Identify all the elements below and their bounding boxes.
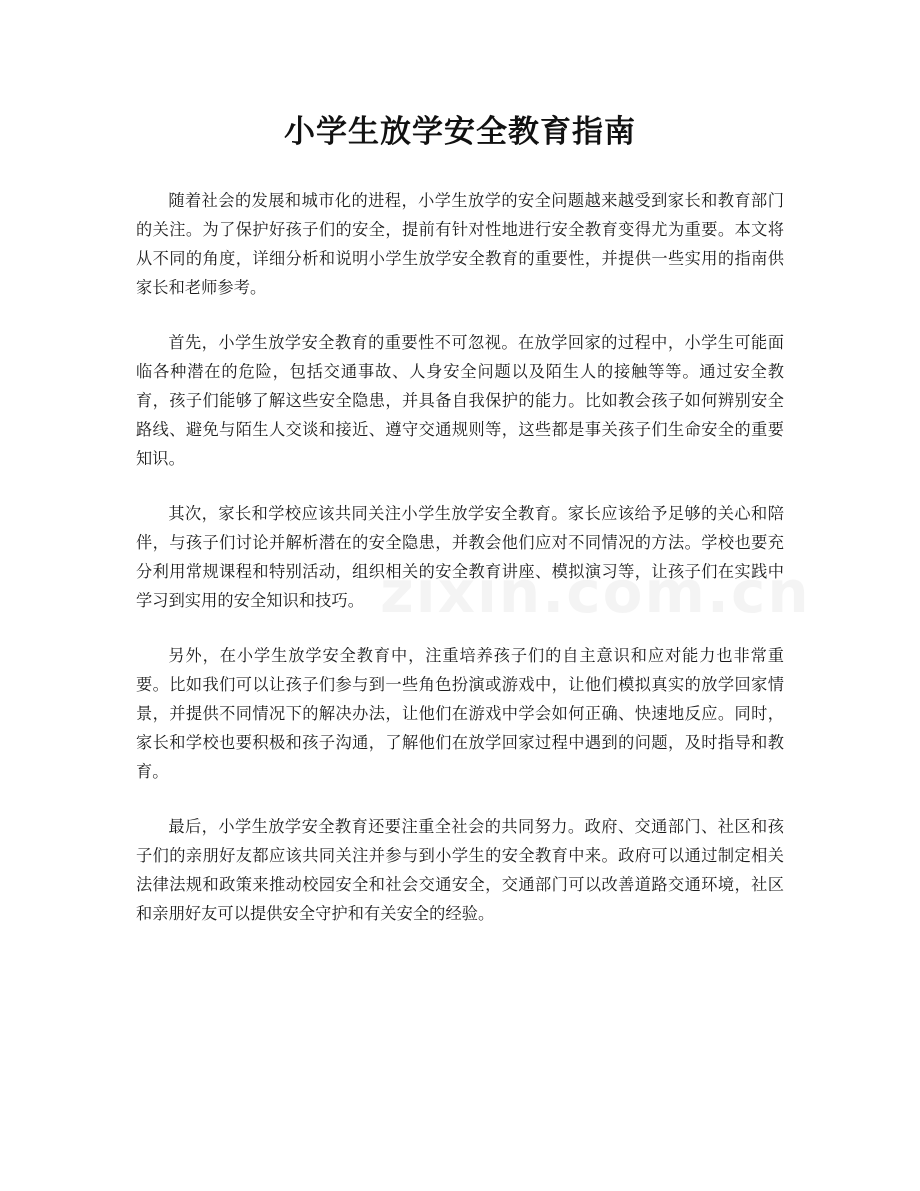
paragraph-parents-schools: 其次，家长和学校应该共同关注小学生放学安全教育。家长应该给予足够的关心和陪伴，与孩子们讨论并解析潜在的安全隐患，并教会他们应对不同情况的方法。学校也要充分利用常规课程和特别活动，组织相关的安全教育讲座、模拟演习等，让孩子们在实践中学习到实用的安全知识和技巧。 — [136, 504, 784, 610]
document-body — [136, 186, 784, 954]
paragraph-self-awareness: 另外，在小学生放学安全教育中，注重培养孩子们的自主意识和应对能力也非常重要。比如我们可以让孩子们参与到一些角色扮演或游戏中，让他们模拟真实的放学回家情景，并提供不同情况下的解决办法，让他们在游戏中学会如何正确、快速地反应。同时，家长和学校也要积极和孩子沟通，了解他们在放学回家过程中遇到的问题，及时指导和教育。 — [136, 646, 784, 781]
document-title: 小学生放学安全教育指南 — [284, 114, 636, 150]
paragraph-society: 最后，小学生放学安全教育还要注重全社会的共同努力。政府、交通部门、社区和孩子们的亲朋好友都应该共同关注并参与到小学生的安全教育中来。政府可以通过制定相关法律法规和政策来推动校园安全和社会交通安全，交通部门可以改善道路交通环境，社区和亲朋好友可以提供安全守护和有关安全的经验。 — [136, 817, 784, 923]
paragraph-intro: 随着社会的发展和城市化的进程，小学生放学的安全问题越来越受到家长和教育部门的关注。为了保护好孩子们的安全，提前有针对性地进行安全教育变得尤为重要。本文将从不同的角度，详细分析和说明小学生放学安全教育的重要性，并提供一些实用的指南供家长和老师参考。 — [136, 191, 784, 297]
paragraph-importance: 首先，小学生放学安全教育的重要性不可忽视。在放学回家的过程中，小学生可能面临各种潜在的危险，包括交通事故、人身安全问题以及陌生人的接触等等。通过安全教育，孩子们能够了解这些安全隐患，并具备自我保护的能力。比如教会孩子如何辨别安全路线、避免与陌生人交谈和接近、遵守交通规则等，这些都是事关孩子们生命安全的重要知识。 — [136, 333, 784, 468]
